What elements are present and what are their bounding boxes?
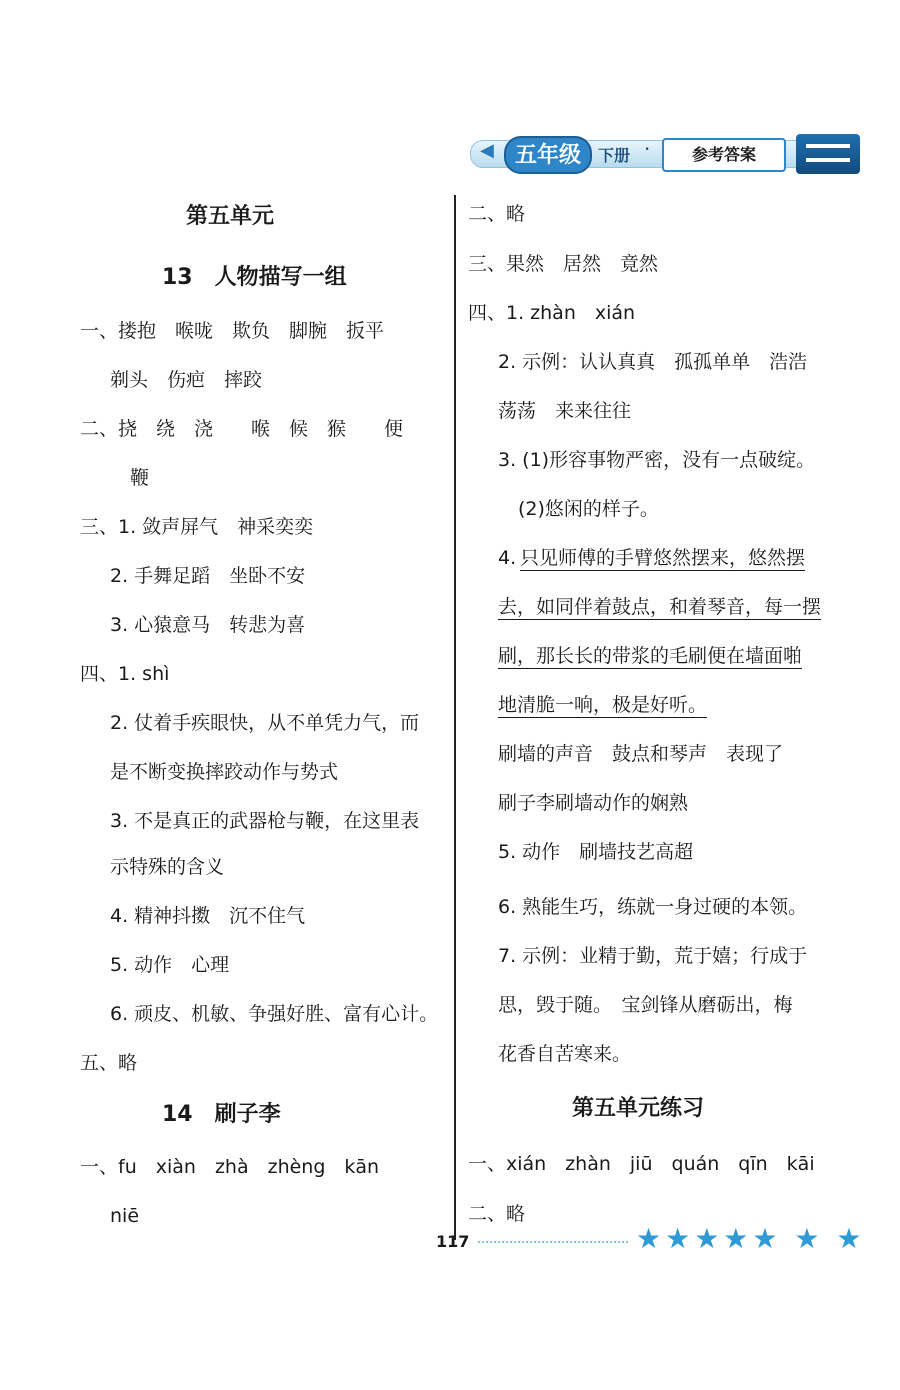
answer-line: 鞭 bbox=[130, 467, 150, 489]
underlined-line: 只见师傅的手臂悠然摆来，悠然摆 bbox=[520, 547, 806, 569]
arrow-left-icon: ◀ bbox=[480, 140, 494, 161]
book-icon bbox=[796, 134, 860, 174]
answer-line: 2. 手舞足蹈 坐卧不安 bbox=[110, 565, 306, 587]
answer-line: 五、略 bbox=[80, 1052, 138, 1074]
answer-line: 2. 示例：认认真真 孤孤单单 浩浩 bbox=[498, 351, 808, 373]
answer-line: 花香自苦寒来。 bbox=[498, 1043, 632, 1065]
answer-line: 是不断变换摔跤动作与势式 bbox=[110, 761, 339, 783]
answer-line: 一、搂抱 喉咙 欺负 脚腕 扳平 bbox=[80, 320, 385, 342]
answer-line: 6. 顽皮、机敏、争强好胜、富有心计。 bbox=[110, 1003, 439, 1025]
answer-line: 三、果然 居然 竟然 bbox=[468, 253, 659, 275]
answer-line: (2)悠闲的样子。 bbox=[518, 498, 659, 520]
page-number: 117 bbox=[436, 1232, 470, 1251]
answer-line: 5. 动作 刷墙技艺高超 bbox=[498, 841, 694, 863]
answer-line: 2. 仗着手疾眼快，从不单凭力气，而 bbox=[110, 712, 420, 734]
answer-line: 荡荡 来来往往 bbox=[498, 400, 632, 422]
answer-line: 3. 心猿意马 转悲为喜 bbox=[110, 614, 306, 636]
answer-line: 刷墙的声音 鼓点和琴声 表现了 bbox=[498, 743, 784, 765]
question-number: 4. bbox=[498, 547, 517, 569]
answer-line: 刷子李刷墙动作的娴熟 bbox=[498, 792, 689, 814]
answer-line: 7. 示例：业精于勤，荒于嬉；行成于 bbox=[498, 945, 808, 967]
answer-line: 5. 动作 心理 bbox=[110, 954, 230, 976]
lesson-14-title: 14 刷子李 bbox=[162, 1102, 281, 1127]
underlined-line: 去，如同伴着鼓点，和着琴音，每一摆 bbox=[498, 596, 822, 618]
answer-line: 4. 精神抖擞 沉不住气 bbox=[110, 905, 306, 927]
answer-line: 3. (1)形容事物严密，没有一点破绽。 bbox=[498, 449, 816, 471]
grade-badge: 五年级 bbox=[504, 136, 592, 174]
header-banner bbox=[440, 132, 860, 176]
answer-line: 示特殊的含义 bbox=[110, 856, 225, 878]
lesson-13-title: 13 人物描写一组 bbox=[162, 265, 347, 290]
answer-line: 四、1. shì bbox=[80, 663, 170, 685]
answer-line: 剃头 伤疤 摔跤 bbox=[110, 369, 263, 391]
practice-title: 第五单元练习 bbox=[572, 1096, 705, 1121]
answer-line: niē bbox=[110, 1205, 140, 1227]
underlined-line: 刷，那长长的带浆的毛刷便在墙面啪 bbox=[498, 645, 803, 667]
answer-line: 三、1. 敛声屏气 神采奕奕 bbox=[80, 516, 314, 538]
underlined-line: 地清脆一响，极是好听。 bbox=[498, 694, 708, 716]
answer-line: 四、1. zhàn xián bbox=[468, 302, 636, 324]
answer-line: 一、xián zhàn jiū quán qīn kāi bbox=[468, 1153, 815, 1175]
star-decoration-icon: ★★★★★ ★ ★ bbox=[636, 1222, 866, 1255]
section-label: 参考答案 bbox=[662, 138, 786, 172]
answer-line: 3. 不是真正的武器枪与鞭，在这里表 bbox=[110, 810, 420, 832]
column-divider bbox=[454, 195, 456, 1240]
answer-line: 一、fu xiàn zhà zhèng kān bbox=[80, 1156, 380, 1178]
dotted-rule bbox=[478, 1241, 628, 1243]
answer-line: 6. 熟能生巧，练就一身过硬的本领。 bbox=[498, 896, 808, 918]
answer-line: 二、挠 绕 浇 喉 候 猴 便 bbox=[80, 418, 404, 440]
volume-label: 下册 bbox=[598, 146, 631, 165]
unit-title: 第五单元 bbox=[186, 204, 275, 229]
answer-line: 二、略 bbox=[468, 1203, 526, 1225]
separator: · bbox=[644, 137, 651, 161]
answer-line: 思，毁于随。 宝剑锋从磨砺出，梅 bbox=[498, 994, 793, 1016]
answer-line: 二、略 bbox=[468, 203, 526, 225]
